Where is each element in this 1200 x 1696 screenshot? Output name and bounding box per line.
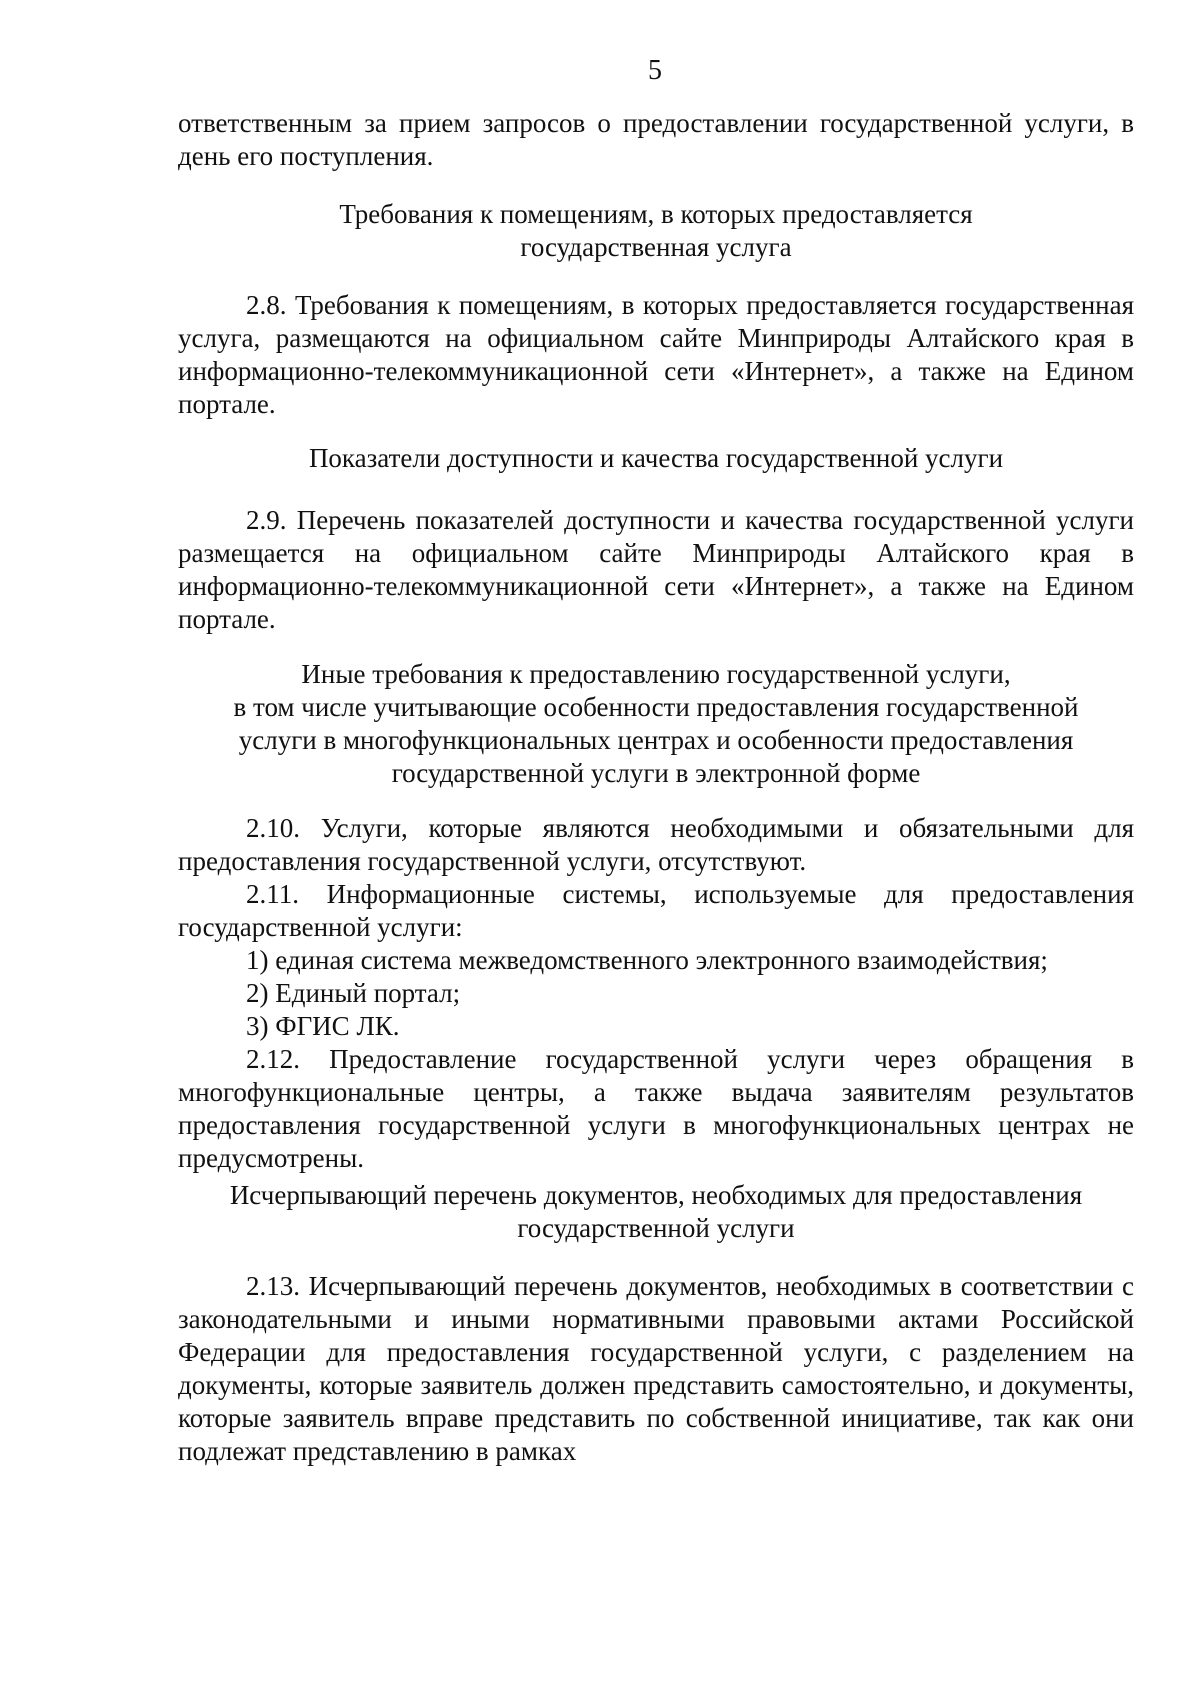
paragraph-2-8: 2.8. Требования к помещениям, в которых предоставляется государственная услуга, размещаются на официальном сайте Минприроды Алтайского края в информационно-телекоммуникационной сети «Интернет», а также на Едином портале. [178,290,1134,419]
heading-line: государственной услуги в электронной форме [391,758,921,788]
paragraph-2-11: 2.11. Информационные системы, используемые для предоставления государственной услуги: [178,879,1134,942]
heading-line: услуги в многофункциональных центрах и особенности предоставления [238,725,1074,755]
list-item: 2) Единый портал; [246,978,461,1008]
premises-heading [178,198,1134,264]
heading-line: Иные требования к предоставлению государственной услуги, [301,659,1011,689]
intro-paragraph: ответственным за прием запросов о предоставлении государственной услуги, в день его поступления. [178,108,1134,171]
heading-line: в том числе учитывающие особенности предоставления государственной [233,692,1079,722]
heading-line: Показатели доступности и качества государственной услуги [308,443,1004,473]
paragraph-2-10: 2.10. Услуги, которые являются необходимыми и обязательными для предоставления государственной услуги, отсутствуют. [178,813,1134,876]
paragraph-2-13: 2.13. Исчерпывающий перечень документов, необходимых в соответствии с законодательными и иными нормативными правовыми актами Российской Федерации для предоставления государственной услуги, с разделением на документы, которые заявитель должен представить самостоятельно, и документы, которые заявитель вправе представить по собственной инициативе, так как они подлежат представлению в рамках [178,1271,1134,1466]
list-item: 1) единая система межведомственного электронного взаимодействия; [246,945,1048,975]
paragraph-2-12: 2.12. Предоставление государственной услуги через обращения в многофункциональные центры, а также выдача заявителям результатов предоставления государственной услуги в многофункциональных центрах не предусмотрены. [178,1044,1134,1173]
paragraph-2-8-block [178,289,1134,421]
other-requirements-heading [178,658,1134,790]
heading-line: государственная услуга [520,232,792,262]
intro-block [178,107,1134,173]
page-number: 5 [648,55,662,86]
paragraph-2-9: 2.9. Перечень показателей доступности и качества государственной услуги размещается на официальном сайте Минприроды Алтайского края в информационно-телекоммуникационной сети «Интернет», а также на Едином портале. [178,505,1134,634]
list-item: 3) ФГИС ЛК. [246,1011,400,1041]
other-requirements-body [178,812,1134,1175]
documents-heading [178,1179,1134,1245]
paragraph-2-13-block [178,1270,1134,1468]
paragraph-2-9-block [178,504,1134,636]
heading-line: Исчерпывающий перечень документов, необходимых для предоставления [229,1180,1083,1210]
quality-heading [178,442,1134,475]
heading-line: Требования к помещениям, в которых предоставляется [339,199,973,229]
heading-line: государственной услуги [517,1213,795,1243]
